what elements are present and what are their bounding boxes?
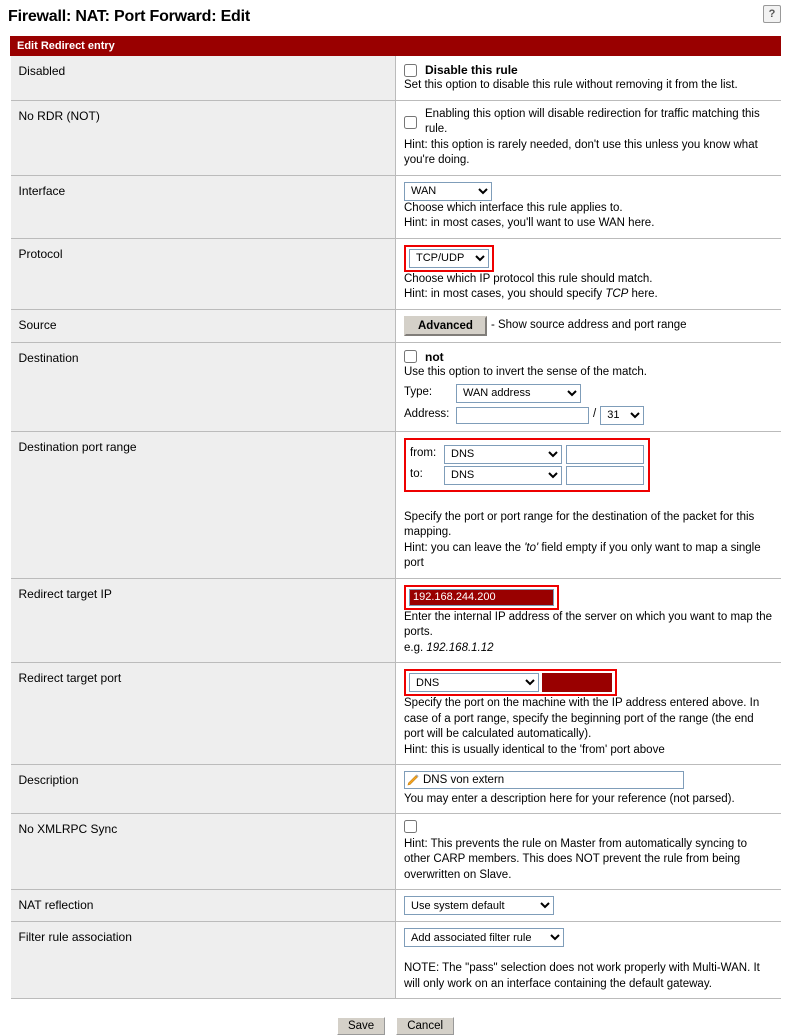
row-redirect-target-ip — [11, 578, 781, 663]
dest-port-to-row — [410, 466, 644, 485]
protocol-hint — [404, 287, 775, 303]
label-no-xmlrpc-sync: No XMLRPC Sync — [11, 814, 396, 890]
destination-address-input[interactable] — [456, 407, 589, 424]
section-header-row — [11, 37, 781, 56]
description-input[interactable] — [421, 773, 681, 787]
no-rdr-hint: Hint: this option is rarely needed, don't use this unless you know what you're doing. — [404, 138, 758, 167]
redirect-target-ip-input[interactable] — [409, 589, 554, 606]
filter-rule-association-note: NOTE: The "pass" selection does not work properly with Multi-WAN. It will only work on an interface containing the default gateway. — [404, 962, 760, 990]
label-no-rdr: No RDR (NOT) — [11, 100, 396, 175]
form-container — [0, 36, 791, 1035]
protocol-hint-italic: TCP — [605, 288, 629, 301]
field-no-rdr — [396, 100, 781, 175]
protocol-select[interactable] — [409, 249, 489, 268]
destination-type-label: Type: — [404, 386, 433, 399]
redirect-target-ip-example — [404, 641, 775, 657]
field-redirect-target-port — [396, 663, 781, 765]
interface-hint: Hint: in most cases, you'll want to use WAN here. — [404, 217, 655, 230]
field-nat-reflection — [396, 890, 781, 922]
row-description — [11, 765, 781, 814]
dest-port-hint-prefix: Hint: you can leave the — [404, 541, 525, 554]
redirect-target-ip-description: Enter the internal IP address of the server on which you want to map the ports. — [404, 610, 772, 639]
no-xmlrpc-sync-checkbox[interactable] — [404, 820, 417, 833]
field-destination — [396, 342, 781, 431]
redirect-ip-example-prefix: e.g. — [404, 641, 427, 654]
field-no-xmlrpc-sync — [396, 814, 781, 890]
field-disabled — [396, 56, 781, 101]
row-redirect-target-port — [11, 663, 781, 765]
field-redirect-target-ip — [396, 578, 781, 663]
protocol-highlight — [404, 245, 494, 272]
field-description — [396, 765, 781, 814]
protocol-hint-prefix: Hint: in most cases, you should specify — [404, 288, 606, 301]
dest-port-to-custom-input[interactable] — [566, 466, 644, 485]
field-source — [396, 309, 781, 342]
protocol-hint-suffix: here. — [628, 288, 658, 301]
dest-port-range-description: Specify the port or port range for the destination of the packet for this mapping. — [404, 510, 755, 539]
label-filter-rule-association: Filter rule association — [11, 922, 396, 999]
row-source — [11, 309, 781, 342]
no-xmlrpc-sync-hint: Hint: This prevents the rule on Master from automatically syncing to other CARP members. This does NOT prevent the rule from being overwritten on Slave. — [404, 837, 748, 881]
label-destination: Destination — [11, 342, 396, 431]
label-description: Description — [11, 765, 396, 814]
redirect-target-port-description: Specify the port on the machine with the IP address entered above. In case of a port range, specify the beginning port of the range (the end port will be calculated automatically). — [404, 697, 760, 741]
pencil-icon — [407, 774, 419, 786]
dest-port-to-select[interactable] — [444, 466, 562, 485]
field-filter-rule-association — [396, 922, 781, 999]
row-destination — [11, 342, 781, 431]
label-interface: Interface — [11, 175, 396, 238]
disable-rule-label: Disable this rule — [425, 63, 518, 77]
interface-description: Choose which interface this rule applies to. — [404, 201, 623, 214]
dest-port-from-label: from: — [410, 447, 437, 460]
help-icon[interactable]: ? — [763, 5, 781, 23]
cancel-button[interactable]: Cancel — [396, 1017, 454, 1035]
redirect-target-port-highlight — [404, 669, 617, 696]
label-disabled: Disabled — [11, 56, 396, 101]
dest-port-to-label: to: — [410, 468, 423, 481]
row-nat-reflection — [11, 890, 781, 922]
source-advanced-button[interactable]: Advanced — [404, 316, 487, 336]
redirect-target-port-hint: Hint: this is usually identical to the 'from' port above — [404, 743, 665, 756]
section-header-label: Edit Redirect entry — [11, 37, 781, 56]
edit-redirect-form — [10, 36, 781, 999]
row-no-xmlrpc-sync — [11, 814, 781, 890]
row-interface — [11, 175, 781, 238]
label-dest-port-range: Destination port range — [11, 431, 396, 578]
field-dest-port-range — [396, 431, 781, 578]
disable-rule-checkbox[interactable] — [404, 64, 417, 77]
dest-port-from-select[interactable] — [444, 445, 562, 464]
interface-select[interactable] — [404, 182, 492, 201]
label-nat-reflection: NAT reflection — [11, 890, 396, 922]
destination-address-row — [404, 406, 775, 425]
redirect-ip-example-italic: 192.168.1.12 — [426, 641, 494, 654]
filter-rule-association-select[interactable] — [404, 928, 564, 947]
destination-type-row — [404, 384, 775, 403]
no-rdr-description: Enabling this option will disable redirection for traffic matching this rule. — [425, 107, 760, 136]
nat-reflection-select[interactable] — [404, 896, 554, 915]
page-title: Firewall: NAT: Port Forward: Edit — [8, 8, 251, 25]
field-interface — [396, 175, 781, 238]
row-no-rdr — [11, 100, 781, 175]
row-disabled — [11, 56, 781, 101]
dest-port-range-highlight — [404, 438, 650, 492]
destination-not-label: not — [425, 349, 444, 364]
destination-mask-select[interactable] — [600, 406, 644, 425]
save-button[interactable]: Save — [337, 1017, 385, 1035]
no-rdr-checkbox[interactable] — [404, 116, 417, 129]
destination-address-label: Address: — [404, 408, 450, 421]
destination-not-description: Use this option to invert the sense of the match. — [404, 366, 647, 379]
form-footer — [10, 999, 781, 1035]
redirect-target-ip-highlight — [404, 585, 559, 610]
row-filter-rule-association — [11, 922, 781, 999]
dest-port-hint-suffix: field empty if you only want to map a single port — [404, 541, 761, 570]
label-source: Source — [11, 309, 396, 342]
dest-port-from-row — [410, 445, 644, 464]
label-protocol: Protocol — [11, 238, 396, 309]
destination-not-checkbox[interactable] — [404, 350, 417, 363]
row-dest-port-range — [11, 431, 781, 578]
label-redirect-target-ip: Redirect target IP — [11, 578, 396, 663]
dest-port-hint-italic: 'to' — [524, 541, 539, 554]
label-redirect-target-port: Redirect target port — [11, 663, 396, 765]
dest-port-from-custom-input[interactable] — [566, 445, 644, 464]
row-protocol — [11, 238, 781, 309]
redirect-target-port-custom-input[interactable] — [542, 673, 612, 692]
disabled-description: Set this option to disable this rule without removing it from the list. — [404, 79, 738, 92]
destination-type-select[interactable] — [456, 384, 581, 403]
destination-mask-separator: / — [593, 408, 597, 421]
description-input-wrap[interactable] — [404, 771, 684, 789]
protocol-description: Choose which IP protocol this rule should match. — [404, 272, 653, 285]
source-description: - Show source address and port range — [490, 319, 687, 332]
description-help: You may enter a description here for your reference (not parsed). — [404, 792, 735, 805]
redirect-target-port-select[interactable] — [409, 673, 539, 692]
dest-port-range-hint — [404, 541, 775, 572]
field-protocol — [396, 238, 781, 309]
